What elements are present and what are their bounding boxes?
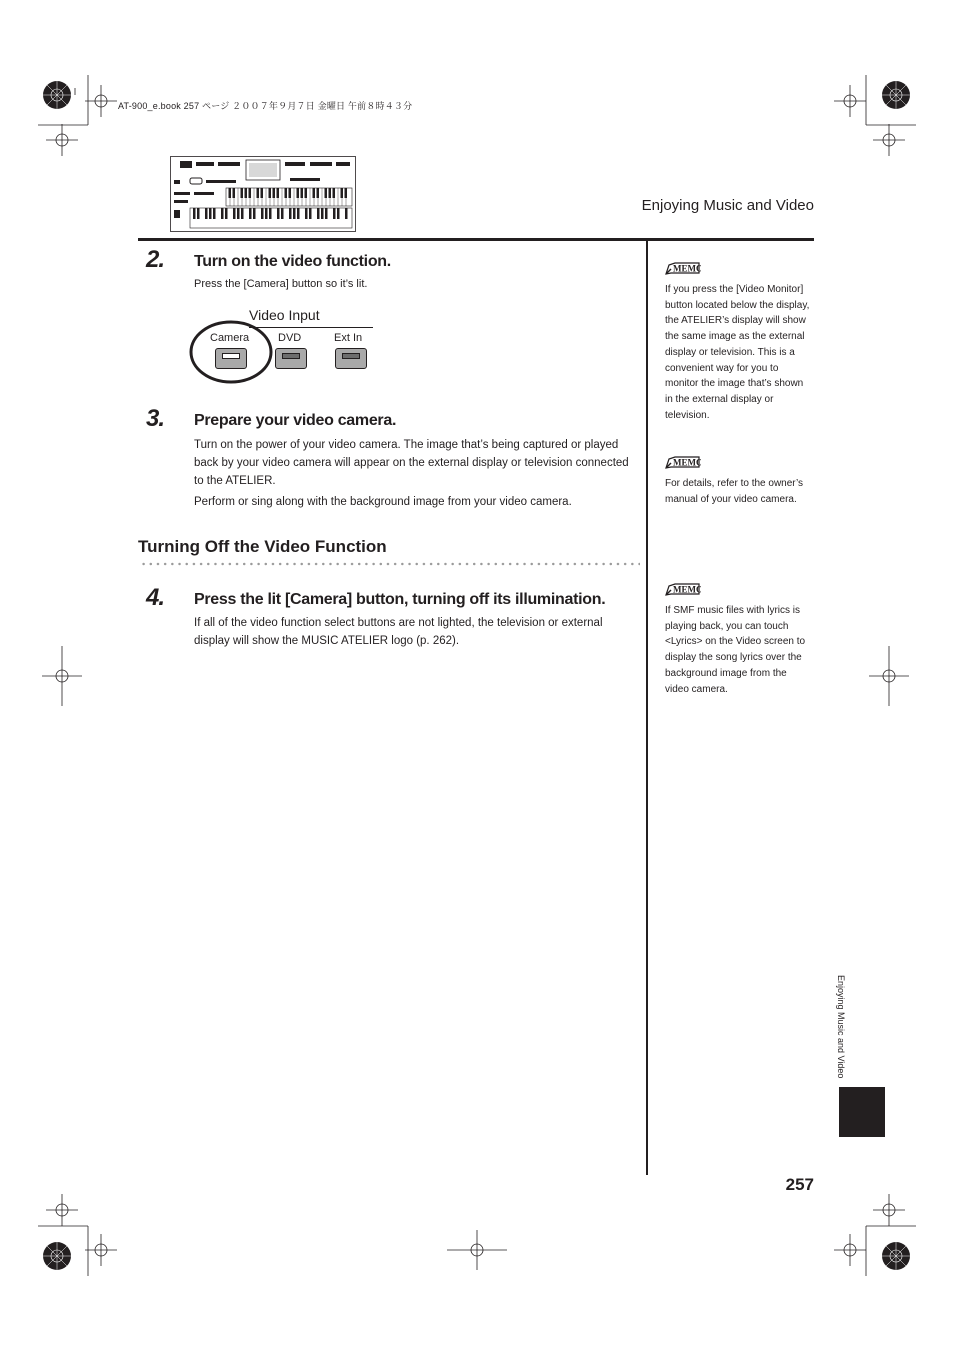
step-title: Press the lit [Camera] button, turning off its illumination.	[194, 591, 606, 608]
memo-label: MEMO	[673, 457, 701, 468]
ext-in-button-label: Ext In	[334, 332, 363, 344]
memo-icon	[665, 455, 701, 469]
video-input-title: Video Input	[249, 307, 320, 323]
step-paragraph: Perform or sing along with the background image from your video camera.	[194, 496, 572, 508]
memo-text: For details, refer to the owner’s manual of your video camera.	[665, 478, 804, 505]
camera-button[interactable]	[215, 348, 247, 369]
memo-text: If you press the [Video Monitor] button located below the display, the ATELIER’s display will show the same image as the external display or television. This is a convenient way for you to monitor the image that’s shown in the external display or television.	[665, 284, 810, 421]
video-input-panel	[188, 305, 378, 385]
step-title: Turn on the video function.	[194, 253, 391, 270]
memo-label: MEMO	[673, 584, 701, 595]
step-body	[194, 275, 634, 296]
camera-button-label: Camera	[210, 332, 250, 344]
step-number: 2.	[146, 246, 165, 273]
chapter-tab	[839, 1087, 885, 1137]
organ-illustration	[170, 156, 356, 232]
page-header-title: Enjoying Music and Video	[641, 197, 814, 214]
memo-label: MEMO	[673, 263, 701, 274]
file-header: AT-900_e.book 257 ページ ２００７年９月７日 金曜日 午前８時４３分	[118, 101, 413, 111]
section-heading: Turning Off the Video Function	[138, 537, 387, 556]
ext-in-button[interactable]	[335, 348, 367, 369]
dotted-divider	[140, 562, 640, 566]
memo-block	[665, 455, 813, 507]
memo-block	[665, 582, 813, 697]
dvd-button-lamp	[282, 353, 300, 359]
step-number: 3.	[146, 405, 165, 432]
step-body	[194, 614, 614, 653]
memo-icon	[665, 261, 701, 275]
memo-text: If SMF music files with lyrics is playing back, you can touch <Lyrics> on the Video screen to display the song lyrics over the background image from the video camera.	[665, 605, 806, 695]
step-title: Prepare your video camera.	[194, 412, 397, 429]
memo-block	[665, 261, 813, 423]
header-rule	[138, 238, 814, 241]
side-chapter-label	[836, 975, 859, 1085]
step-number: 4.	[146, 584, 165, 611]
step-paragraph: If all of the video function select buttons are not lighted, the television or external display will show the MUSIC ATELIER logo (p. 262).	[194, 617, 603, 647]
dvd-button[interactable]	[275, 348, 307, 369]
step-paragraph: Turn on the power of your video camera. The image that’s being captured or played back by your video camera will appear on the external display or television connected to the ATELIER.	[194, 439, 629, 487]
camera-button-lamp	[222, 353, 240, 359]
ext-in-button-lamp	[342, 353, 360, 359]
page-number: 257	[785, 1175, 814, 1194]
step-body	[194, 436, 634, 514]
column-divider	[646, 241, 648, 1175]
side-chapter-text: Enjoying Music and Video	[836, 975, 846, 1079]
step-paragraph: Press the [Camera] button so it’s lit.	[194, 278, 368, 290]
memo-icon	[665, 582, 701, 596]
dvd-button-label: DVD	[278, 332, 302, 344]
